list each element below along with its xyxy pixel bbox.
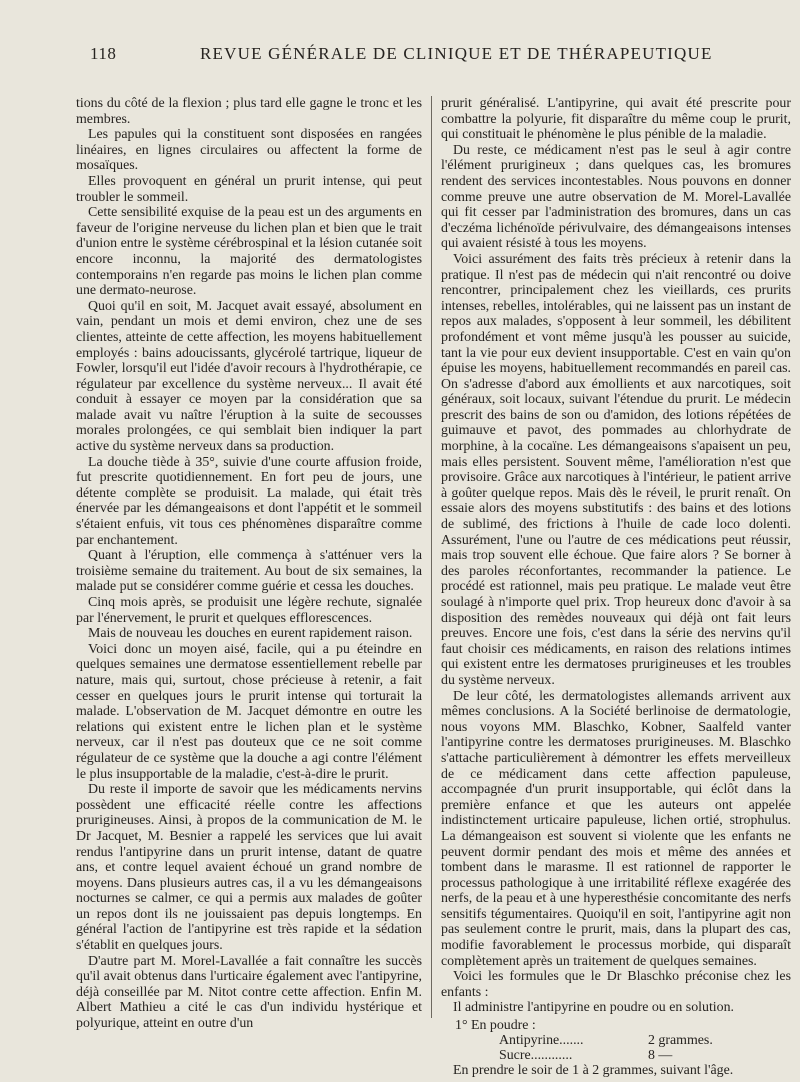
left-column [76, 96, 422, 1032]
paragraph: Cette sensibilité exquise de la peau est un des arguments en faveur de l'origine nerveuse du lichen plan et bien que le trait d'union entre le système cérébrospinal et la lésion cutanée soit encore inconnu, la majorité des dermatologistes contemporains n'en regarde pas moins le lichen plan comme une dermato-neurose. [76, 205, 422, 299]
paragraph: Mais de nouveau les douches en eurent rapidement raison. [88, 626, 413, 642]
paragraph: Du reste il importe de savoir que les médicaments nervins possèdent une efficacité réelle contre les affections prurigineuses. Ainsi, à propos de la communication de M. le Dr Jacquet, M. Besnier a rappelé les services que lui avait rendus l'antipyrine dans un prurit intense, datant de quatre ans, et contre lequel avaient échoué un grand nombre de moyens. Dans plusieurs autres cas, il a vu les démangeaisons nocturnes se calmer, ce qui a permis aux malades de goûter un repos dont ils ne jouissaient pas depuis longtemps. En général l'action de l'antipyrine est très rapide et la sédation s'établit en quelques jours. [76, 782, 422, 954]
formula-instruction: En prendre le soir de 1 à 2 grammes, suivant l'âge. [453, 1063, 734, 1079]
formula-ingredient: Antipyrine....... [499, 1033, 584, 1049]
paragraph: prurit généralisé. L'antipyrine, qui avait été prescrite pour combattre la polyurie, fit disparaître du même coup le prurit, qui constituait le phénomène le plus pénible de la maladie. [441, 96, 791, 143]
paragraph: De leur côté, les dermatologistes allemands arrivent aux mêmes conclusions. A la Société berlinoise de dermatologie, nous voyons MM. Blaschko, Kobner, Saalfeld vanter l'antipyrine contre les dermatoses prurigineuses. M. Blaschko s'attache particulièrement à démontrer les effets merveilleux de ce médicament dans cette affection papuleuse, accompagnée d'un prurit insupportable, qui éclôt dans la première enfance et que les auteurs ont appelée indistinctement urticaire papuleuse, lichen ortié, strophulus. La démangeaison est souvent si violente que les enfants ne peuvent dormir pendant des mois et même des années et tombent dans le marasme. Il est rationnel de rapporter le processus pathologique à une irritabilité réflexe exagérée des nerfs, de la peau et à une hyperesthésie concomitante des nerfs sensitifs tégumentaires. Quoiqu'il en soit, l'antipyrine agit non pas seulement contre le prurit, mais, dans la plupart des cas, modifie favorablement le processus morbide, qui disparaît complètement après un traitement de quelques semaines. [441, 688, 791, 969]
paragraph: Voici assurément des faits très précieux à retenir dans la pratique. Il n'est pas de médecin qui n'ait rencontré ou doive rencontrer, principalement chez les vieillards, ces prurits intenses, rebelles, intolérables, qui ne laissent pas un instant de repos aux malades, s'opposent à leur sommeil, les débilitent profondément et vont même jusqu'à les pousser au suicide, tant la vie pour eux devient insupportable. C'est en vain qu'on épuise les moyens, habituellement recommandés en pareil cas. On s'adresse d'abord aux émollients et aux narcotiques, soit généraux, soit locaux, suivant l'étendue du prurit. Le médecin prescrit des bains de son ou d'amidon, des lotions répétées de guimauve et pavot, des pommades au chlorhydrate de morphine, à la cocaïne. Les démangeaisons s'apaisent un peu, mais elles persistent. Souvent même, l'amélioration n'est que provisoire. Grâce aux narcotiques à l'intérieur, le patient arrive à goûter quelque repos. Mais dès le réveil, le prurit renaît. On essaie alors des moyens substitutifs : des bains et des lotions de sublimé, des frictions à l'huile de cade loco dolenti. Assurément, l'une ou l'autre de ces médications peut réussir, mais trop souvent elle échoue. Que faire alors ? Se borner à des paroles réconfortantes, recommander la patience. Le procédé est rationnel, mais peu pratique. Le malade veut être soulagé à n'importe quel prix. Trop heureux donc d'avoir à sa disposition des remèdes nouveaux qui déjà ont fait leurs preuves. Encore une fois, c'est dans la série des nervins qu'il faut choisir ces médicaments, en raison des relations intimes qui existent entre les dermatoses prurigineuses et les troubles du système nerveux. [441, 251, 791, 688]
paragraph: Du reste, ce médicament n'est pas le seul à agir contre l'élément prurigineux ; dans quelques cas, les bromures rendent des services incontestables. Nous pouvons en donner comme preuve une autre observation de M. Morel-Lavallée qui fit cesser par l'administration des bromures, dans un cas d'eczéma lichénoïde périvulvaire, des démangeaisons intenses qui avaient résisté à tous les moyens. [441, 142, 791, 252]
paragraph: Quant à l'éruption, elle commença à s'atténuer vers la troisième semaine du traitement. Au bout de six semaines, la malade put se considérer comme guérie et cessa les douches. [76, 548, 422, 595]
formula-mode: 1° En poudre : [455, 1018, 536, 1034]
paragraph: Quoi qu'il en soit, M. Jacquet avait essayé, absolument en vain, pendant un mois et demi environ, chez une de ses clientes, atteinte de cette affection, les moyens habituellement employés : bains adoucissants, glycérolé tartrique, liqueur de Fowler, lorsqu'il eut l'idée d'avoir recours à l'hydrothérapie, ce régulateur par excellence du système nerveux... Il avait été conduit à essayer ce moyen par la considération que sa malade avait vu naître l'éruption à la suite de secousses morales prolongées, ce qui semblait bien indiquer la part active du système nerveux dans sa production. [76, 298, 422, 455]
paragraph: La douche tiède à 35°, suivie d'une courte affusion froide, fut prescrite quotidiennement. En fort peu de jours, une détente complète se produisit. La malade, qui était très énervée par les démangeaisons et dont l'appétit et le sommeil s'étaient enfuis, vit tous ces phénomènes disparaître comme par enchantement. [76, 454, 422, 548]
right-column [441, 96, 791, 1082]
paragraph: tions du côté de la flexion ; plus tard elle gagne le tronc et les membres. [76, 96, 422, 127]
formula-quantity: 8 — [648, 1048, 673, 1064]
formula-ingredient: Sucre............ [499, 1048, 573, 1064]
journal-title: REVUE GÉNÉRALE DE CLINIQUE ET DE THÉRAPEUTIQUE [200, 44, 713, 63]
paragraph: Voici donc un moyen aisé, facile, qui a pu éteindre en quelques semaines une dermatose essentiellement rebelle par nature, mais qui, surtout, chose précieuse à retenir, a fait cesser en quelques jours le prurit intense qui torturait la malade. L'observation de M. Jacquet démontre en outre les relations qui existent entre le lichen plan et le système nerveux, car il n'est pas douteux que ce ne soit comme régulateur de ce système que la douche a agi contre l'élément le plus insupportable de la maladie, c'est-à-dire le prurit. [76, 641, 422, 782]
paragraph: Elles provoquent en général un prurit intense, qui peut troubler le sommeil. [76, 173, 422, 205]
page-number: 118 [90, 44, 117, 63]
paragraph: Les papules qui la constituent sont disposées en rangées linéaires, en lignes circulaires ou affectent la forme de mosaïques. [76, 127, 422, 174]
prescription-formula [441, 1018, 791, 1082]
column-divider [431, 96, 432, 1018]
paragraph: Voici les formules que le Dr Blaschko préconise chez les enfants : [441, 969, 791, 1000]
formula-quantity: 2 grammes. [648, 1033, 713, 1049]
paragraph: Il administre l'antipyrine en poudre ou en solution. [453, 1000, 735, 1016]
paragraph: D'autre part M. Morel-Lavallée a fait connaître les succès qu'il avait obtenus dans l'urticaire également avec l'antipyrine, déjà conseillée par M. Nitot contre cette affection. Enfin M. Albert Mathieu a cité le cas d'un individu hystérique et polyurique, atteint en outre d'un [76, 953, 422, 1032]
running-head [90, 44, 790, 70]
paragraph: Cinq mois après, se produisit une légère rechute, signalée par l'énervement, le prurit et quelques efflorescences. [76, 595, 422, 626]
